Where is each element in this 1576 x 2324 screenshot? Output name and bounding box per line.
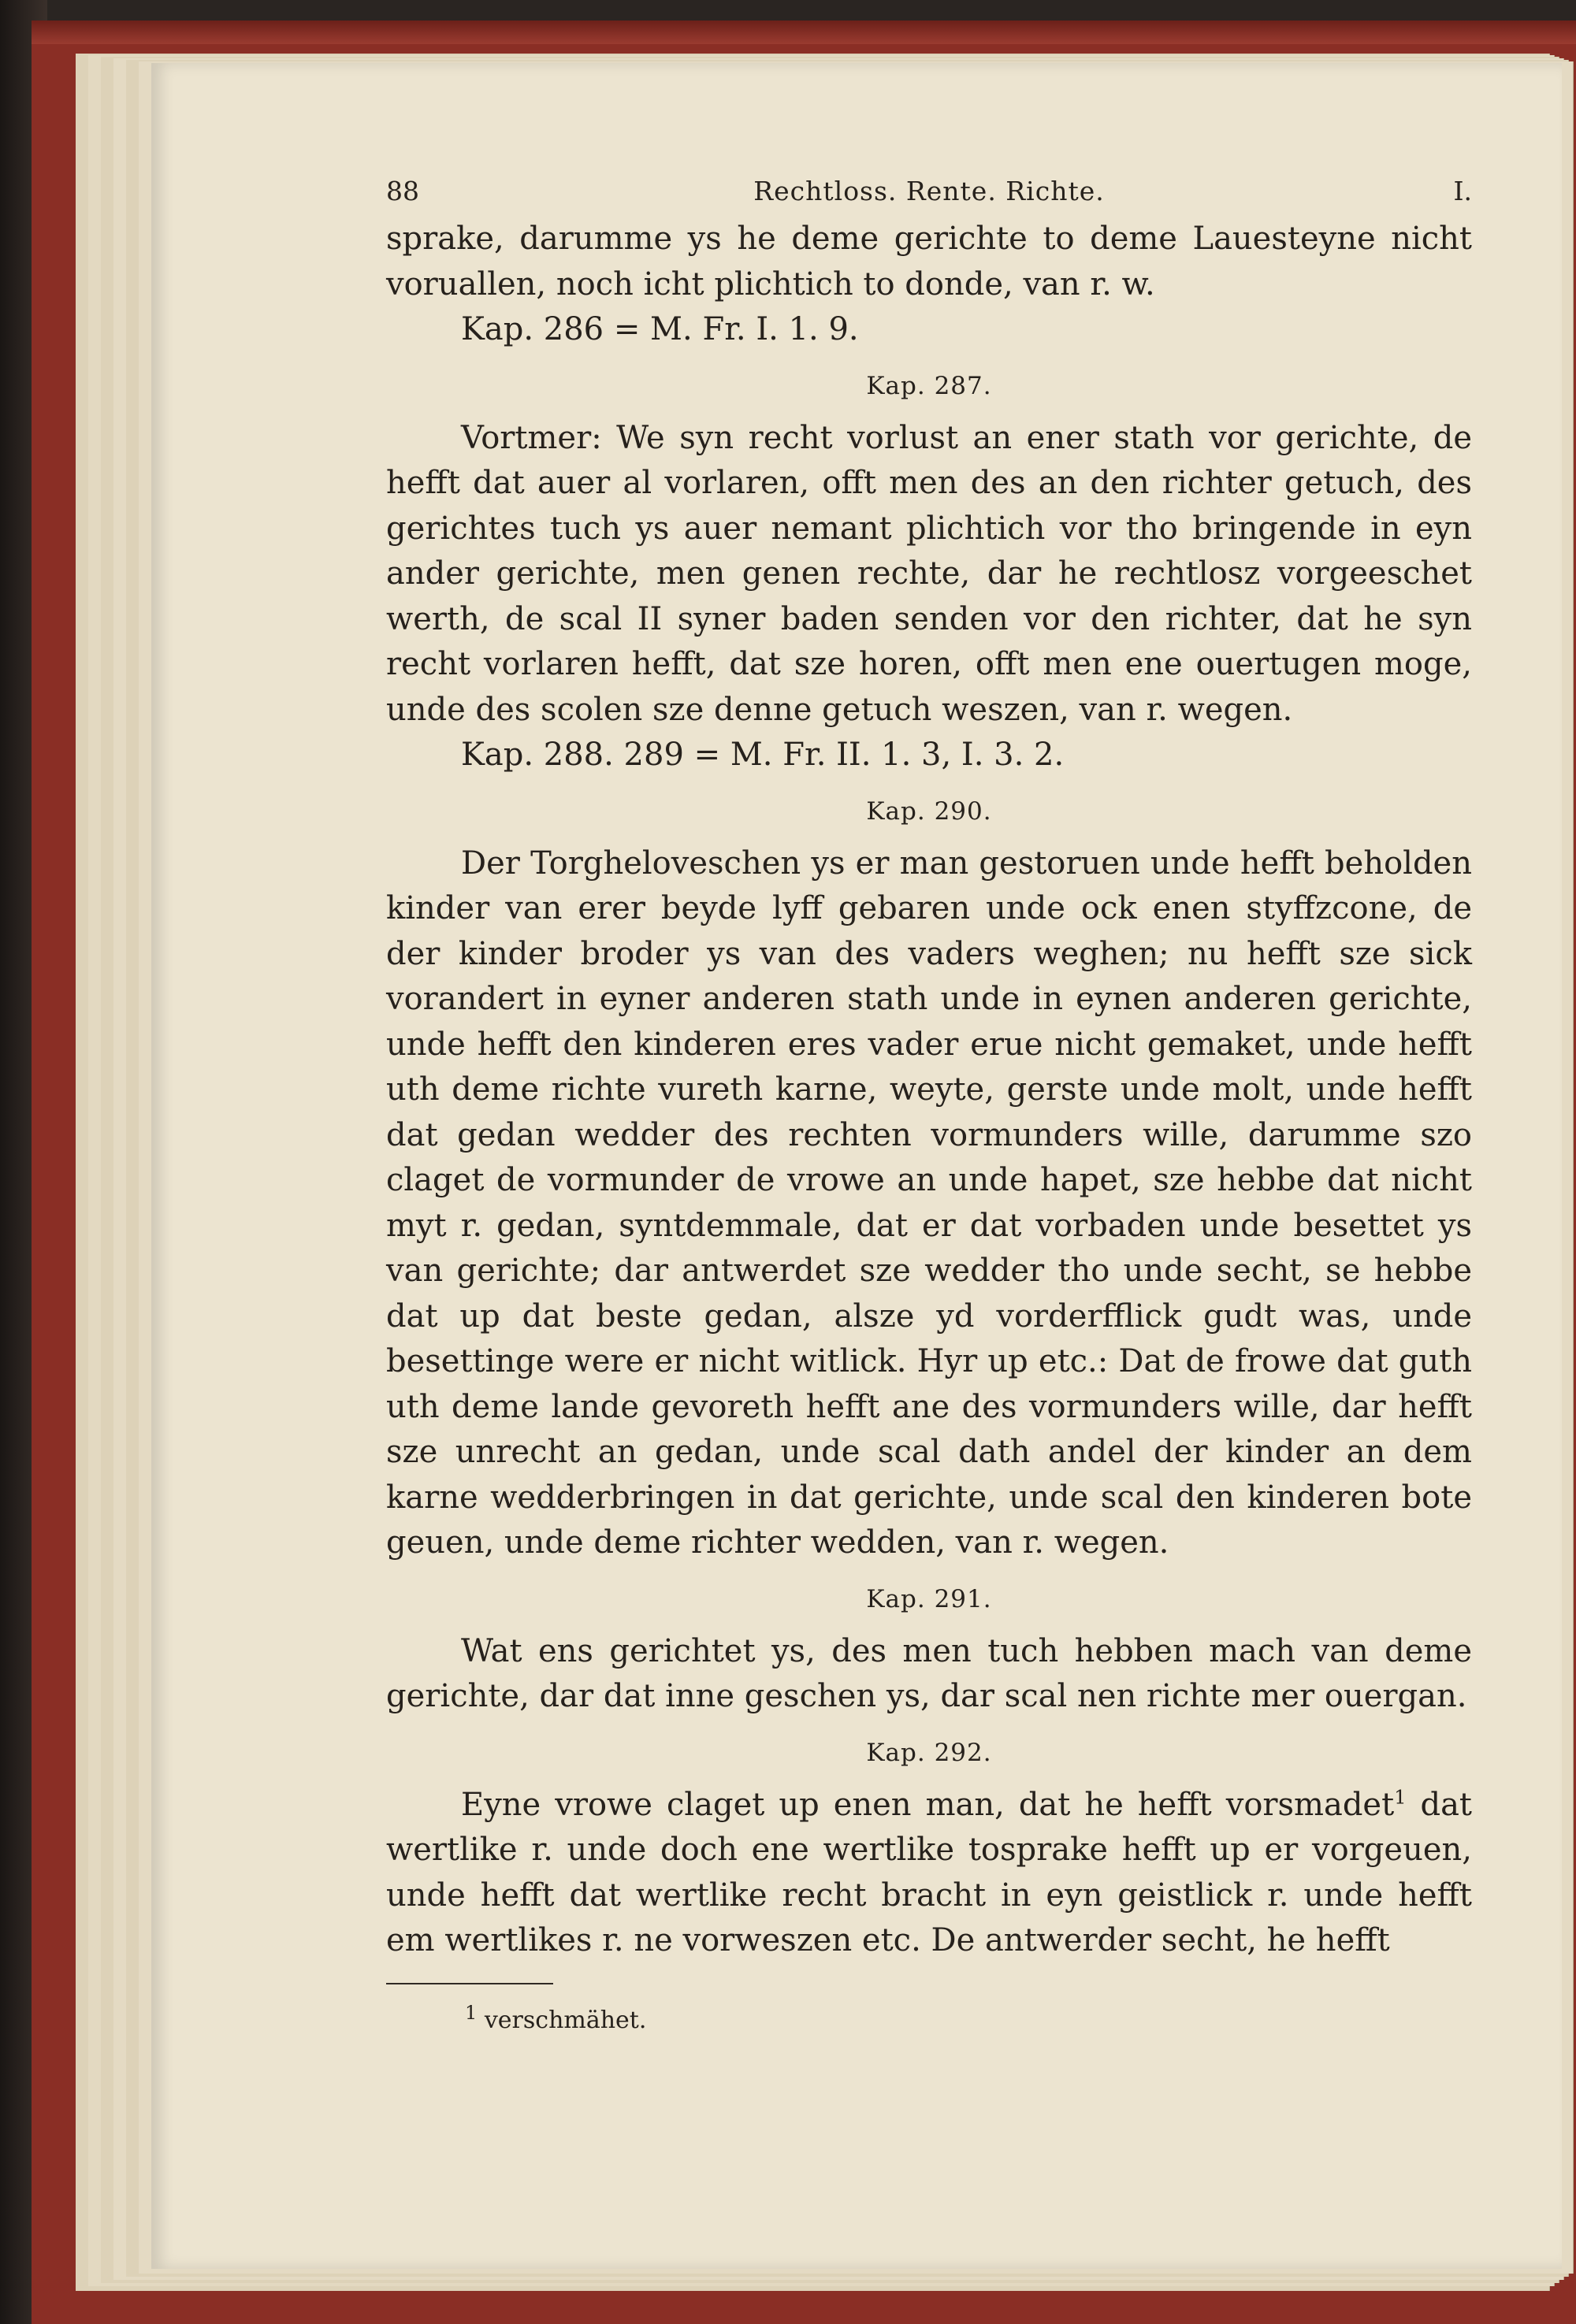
running-head — [386, 161, 1472, 217]
volume-number: I. — [1453, 176, 1472, 206]
footnote-rule — [386, 1983, 553, 1984]
paragraph-kap-292-part-a: Eyne vrowe claget up enen man, dat he hefft vorsmadet — [461, 1786, 1395, 1823]
paragraph-kap-290: Der Torgheloveschen ys er man gestoruen unde hefft beholden kinder van erer beyde lyff gebaren unde ock enen styffzcone, de der kinder broder ys van des vaders weghen; nu hefft sze sick vorandert in eyner anderen stath unde in eynen anderen gerichte, unde hefft den kinderen eres vader erue nicht gemaket, unde hefft uth deme richte vureth karne, weyte, gerste unde molt, unde hefft dat gedan wedder des rechten vormunders wille, darumme szo claget de vormunder de vrowe an unde hapet, sze hebbe dat nicht myt r. gedan, syntdemmale, dat er dat vorbaden unde besettet ys van gerichte; dar antwerdet sze wedder tho unde secht, se hebbe dat up dat beste gedan, alsze yd vorderfflick gudt was, unde besettinge were er nicht witlick. Hyr up etc.: Dat de frowe dat guth uth deme lande gevoreth hefft ane des vormunders wille, dar hefft sze unrecht an gedan, unde scal dath andel der kinder an dem karne wedderbringen in dat gerichte, unde scal den kinderen bote geuen, unde deme richter wedden, van r. wegen. — [386, 845, 1472, 1561]
running-title: Rechtloss. Rente. Richte. — [753, 176, 1105, 206]
page-text-block — [386, 161, 1472, 2034]
paragraph-kap-292-part-b: dat wertlike r. unde doch ene wertlike tosprake hefft up er vorgeuen, unde hefft dat wertlike recht bracht in eyn geistlick r. unde hefft em wertlikes r. ne vorweszen etc. De antwerder secht, he hefft — [386, 1786, 1472, 1958]
book-cover-top-edge — [32, 20, 1576, 44]
page-number: 88 — [386, 176, 419, 206]
paragraph-kap-291: Wat ens gerichtet ys, des men tuch hebben mach van deme gerichte, dar dat inne geschen ys, dar scal nen richte mer ouergan. — [386, 1632, 1472, 1714]
paragraph-continued: sprake, darumme ys he deme gerichte to deme Lauesteyne nicht voruallen, noch icht plichtich to donde, van r. w. — [386, 221, 1472, 303]
reference-kap-286: Kap. 286 = M. Fr. I. 1. 9. — [461, 311, 859, 347]
footnote-mark: 1 — [465, 2001, 478, 2024]
chapter-heading-292: Kap. 292. — [866, 1738, 992, 1767]
paragraph-kap-287: Vortmer: We syn recht vorlust an ener stath vor gerichte, de hefft dat auer al vorlaren, offt men des an den richter getuch, des gerichtes tuch ys auer nemant plichtich vor tho bringende in eyn ander gerichte, men genen rechte, dar he rechtlosz vorgeeschet werth, de scal II syner baden senden vor den richter, dat he syn recht vorlaren hefft, dat sze horen, offt men ene ouertugen moge, unde des scolen sze denne getuch weszen, van r. wegen. — [386, 419, 1472, 728]
footnote — [465, 2001, 1472, 2034]
chapter-heading-291: Kap. 291. — [866, 1584, 992, 1613]
chapter-heading-287: Kap. 287. — [866, 371, 992, 400]
footnote-text: verschmähet. — [484, 2006, 647, 2034]
paragraph-kap-292 — [386, 1783, 1472, 1964]
footnote-reference-mark: 1 — [1394, 1786, 1407, 1809]
reference-kap-288-289: Kap. 288. 289 = M. Fr. II. 1. 3, I. 3. 2. — [461, 737, 1065, 773]
chapter-heading-290: Kap. 290. — [866, 796, 992, 826]
